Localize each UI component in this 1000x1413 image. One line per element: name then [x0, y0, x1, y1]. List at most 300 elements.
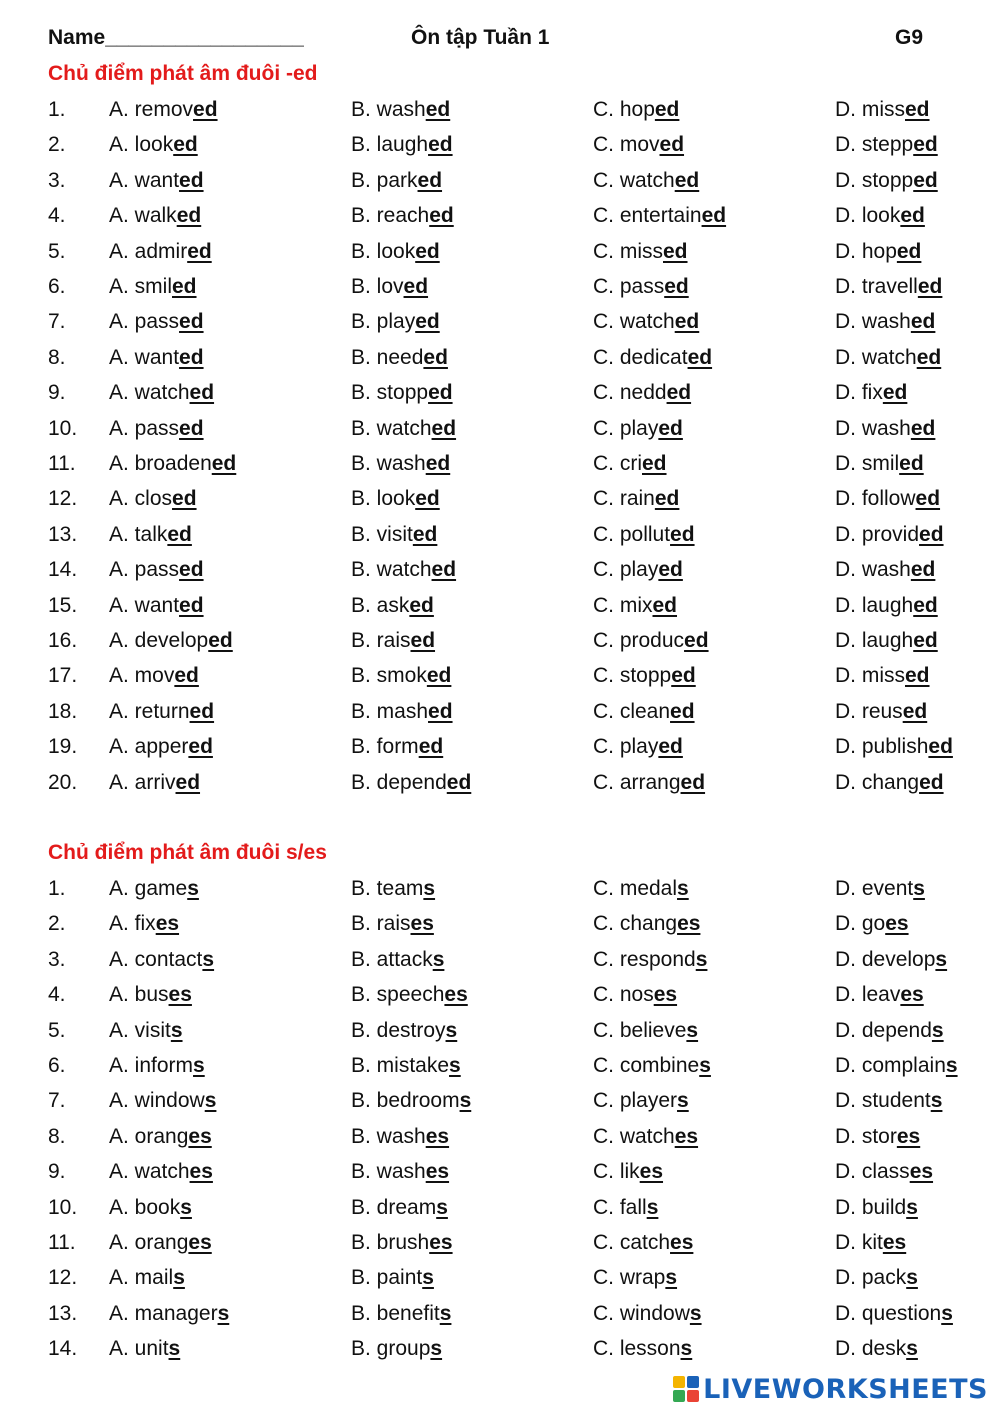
underlined-ending: ed [666, 381, 692, 405]
underlined-ending: ed [175, 770, 201, 794]
logo-square-4 [687, 1390, 699, 1402]
underlined-ending: s [680, 1337, 693, 1361]
answer-option-a[interactable] [109, 771, 200, 795]
answer-option-a[interactable] [109, 1125, 212, 1149]
underlined-ending: ed [167, 522, 192, 546]
word-stem: C. medal [593, 877, 678, 900]
question-number: 9. [48, 1160, 66, 1184]
answer-option-a[interactable] [109, 1019, 183, 1043]
underlined-ending: ed [428, 133, 453, 157]
word-stem: D. kit [835, 1231, 883, 1254]
word-stem: A. mail [109, 1266, 174, 1290]
answer-option-a[interactable] [109, 983, 192, 1007]
underlined-ending: es [885, 912, 909, 936]
word-stem: C. player [593, 1089, 678, 1113]
word-stem: B. group [351, 1337, 431, 1361]
answer-option-b[interactable] [351, 664, 451, 688]
answer-option-b[interactable] [351, 1337, 442, 1361]
liveworksheets-logo-icon [673, 1376, 699, 1402]
answer-option-c[interactable] [593, 1196, 658, 1220]
answer-option-c[interactable] [593, 771, 705, 795]
word-stem: C. arrang [593, 770, 681, 794]
answer-option-c[interactable] [593, 1302, 702, 1326]
answer-option-d[interactable] [835, 948, 947, 972]
word-stem: B. wash [351, 98, 426, 121]
word-stem: D. stepp [835, 133, 914, 157]
question-number: 7. [48, 310, 66, 334]
answer-option-c[interactable] [593, 487, 679, 511]
answer-option-a[interactable] [109, 169, 204, 193]
answer-option-b[interactable] [351, 629, 435, 653]
underlined-ending: ed [446, 770, 472, 794]
underlined-ending: ed [654, 98, 680, 121]
word-stem: D. travell [835, 275, 918, 298]
answer-option-d[interactable] [835, 558, 935, 582]
answer-option-a[interactable] [109, 346, 204, 370]
underlined-ending: ed [425, 98, 451, 121]
question-number: 15. [48, 593, 78, 617]
word-stem: A. develop [109, 629, 209, 652]
answer-option-d[interactable] [835, 310, 935, 334]
answer-option-a[interactable] [109, 1196, 192, 1220]
question-number: 16. [48, 629, 78, 652]
underlined-ending: ed [431, 416, 457, 440]
answer-option-b[interactable] [351, 381, 453, 405]
word-stem: B. laugh [351, 133, 429, 157]
answer-option-d[interactable] [835, 381, 907, 405]
answer-option-b[interactable] [351, 1019, 457, 1043]
underlined-ending: s [187, 877, 199, 900]
answer-option-d[interactable] [835, 1054, 958, 1078]
answer-option-c[interactable] [593, 133, 684, 157]
answer-option-d[interactable] [835, 204, 925, 228]
answer-option-b[interactable] [351, 98, 450, 122]
answer-option-d[interactable] [835, 523, 944, 547]
question-row [0, 1089, 1000, 1124]
answer-option-c[interactable] [593, 1125, 698, 1149]
answer-option-b[interactable] [351, 1266, 434, 1290]
answer-option-b[interactable] [351, 594, 434, 618]
question-number: 11. [48, 452, 76, 475]
word-stem: D. build [835, 1195, 907, 1219]
underlined-ending: es [188, 1124, 212, 1148]
answer-option-c[interactable] [593, 558, 683, 582]
answer-option-b[interactable] [351, 1302, 451, 1326]
answer-option-d[interactable] [835, 1160, 933, 1184]
liveworksheets-wordmark: LIVEWORKSHEETS [703, 1373, 988, 1405]
grade-label: G9 [895, 26, 924, 49]
question-number: 6. [48, 1054, 66, 1077]
answer-option-b[interactable] [351, 1231, 453, 1255]
answer-option-d[interactable] [835, 771, 944, 795]
underlined-ending: s [204, 1089, 217, 1113]
answer-option-a[interactable] [109, 1302, 229, 1326]
underlined-ending: es [896, 1124, 921, 1148]
answer-option-d[interactable] [835, 1196, 918, 1220]
underlined-ending: s [913, 877, 925, 900]
answer-option-c[interactable] [593, 1231, 693, 1255]
answer-option-c[interactable] [593, 98, 679, 122]
question-number: 20. [48, 770, 78, 794]
question-row [0, 1054, 1000, 1089]
underlined-ending: ed [670, 522, 695, 546]
answer-option-d[interactable] [835, 417, 935, 441]
word-stem: A. watch [109, 1160, 190, 1184]
word-stem: A. orang [109, 1124, 189, 1148]
underlined-ending: ed [663, 239, 688, 263]
word-stem: C. produc [593, 629, 685, 652]
word-stem: B. look [351, 239, 416, 263]
word-stem: C. stopp [593, 664, 672, 688]
answer-option-c[interactable] [593, 1054, 711, 1078]
answer-option-b[interactable] [351, 735, 443, 759]
answer-option-c[interactable] [593, 275, 689, 299]
answer-option-a[interactable] [109, 452, 236, 476]
answer-option-b[interactable] [351, 700, 453, 724]
word-stem: D. question [835, 1301, 942, 1325]
word-stem: B. wash [351, 1124, 426, 1148]
underlined-ending: ed [674, 310, 700, 334]
answer-option-a[interactable] [109, 204, 201, 228]
word-stem: C. catch [593, 1231, 671, 1254]
word-stem: B. watch [351, 416, 432, 440]
answer-option-a[interactable] [109, 310, 204, 334]
underlined-ending: ed [172, 275, 197, 298]
word-stem: C. combine [593, 1054, 700, 1077]
answer-option-a[interactable] [109, 1089, 216, 1113]
answer-option-b[interactable] [351, 310, 440, 334]
question-number: 1. [48, 98, 66, 121]
underlined-ending: ed [423, 345, 448, 369]
question-row [0, 948, 1000, 983]
question-number: 13. [48, 1301, 78, 1325]
answer-option-c[interactable] [593, 735, 683, 759]
answer-option-d[interactable] [835, 452, 924, 476]
answer-option-d[interactable] [835, 275, 942, 299]
underlined-ending: s [935, 947, 948, 971]
underlined-ending: ed [428, 381, 453, 405]
question-number: 10. [48, 1195, 78, 1219]
answer-option-b[interactable] [351, 169, 442, 193]
underlined-ending: ed [919, 770, 944, 794]
answer-option-b[interactable] [351, 1196, 448, 1220]
underlined-ending: ed [910, 310, 936, 334]
word-stem: D. laugh [835, 593, 914, 617]
underlined-ending: s [202, 947, 215, 971]
answer-option-c[interactable] [593, 417, 683, 441]
answer-option-b[interactable] [351, 558, 456, 582]
answer-option-a[interactable] [109, 912, 179, 936]
answer-option-a[interactable] [109, 877, 199, 901]
underlined-ending: s [906, 1337, 918, 1361]
underlined-ending: s [193, 1054, 205, 1077]
section-title: Chủ điểm phát âm đuôi s/es [48, 841, 327, 864]
answer-option-d[interactable] [835, 912, 909, 936]
answer-option-a[interactable] [109, 1054, 205, 1078]
underlined-ending: ed [701, 204, 727, 228]
answer-option-c[interactable] [593, 310, 699, 334]
answer-option-b[interactable] [351, 204, 454, 228]
answer-option-b[interactable] [351, 1089, 471, 1113]
answer-option-b[interactable] [351, 771, 471, 795]
answer-option-d[interactable] [835, 1089, 942, 1113]
word-stem: C. clean [593, 699, 671, 723]
answer-option-d[interactable] [835, 1231, 906, 1255]
word-stem: C. mix [593, 593, 653, 617]
question-row [0, 1125, 1000, 1160]
word-stem: C. nos [593, 983, 654, 1007]
underlined-ending: ed [403, 275, 429, 298]
underlined-ending: es [677, 912, 701, 936]
underlined-ending: ed [179, 168, 204, 192]
answer-option-d[interactable] [835, 629, 938, 653]
underlined-ending: ed [917, 275, 943, 298]
question-number: 12. [48, 1266, 78, 1290]
underlined-ending: es [653, 983, 678, 1007]
word-stem: A. remov [109, 98, 194, 121]
answer-option-d[interactable] [835, 664, 930, 688]
answer-option-d[interactable] [835, 346, 941, 370]
answer-option-c[interactable] [593, 700, 695, 724]
underlined-ending: ed [928, 735, 953, 759]
word-stem: D. fix [835, 381, 883, 405]
answer-option-a[interactable] [109, 1266, 185, 1290]
question-number: 2. [48, 133, 66, 157]
answer-option-d[interactable] [835, 1019, 944, 1043]
question-number: 19. [48, 735, 78, 759]
word-stem: B. form [351, 735, 419, 759]
underlined-ending: s [941, 1301, 953, 1325]
answer-option-b[interactable] [351, 240, 440, 264]
underlined-ending: ed [174, 664, 199, 688]
underlined-ending: ed [193, 98, 218, 121]
word-stem: B. mistake [351, 1054, 450, 1077]
answer-option-b[interactable] [351, 133, 453, 157]
underlined-ending: ed [913, 168, 938, 192]
answer-option-b[interactable] [351, 1125, 449, 1149]
answer-option-d[interactable] [835, 594, 938, 618]
word-stem: C. pass [593, 275, 665, 298]
question-row [0, 912, 1000, 947]
answer-option-c[interactable] [593, 983, 677, 1007]
answer-option-b[interactable] [351, 487, 440, 511]
word-stem: C. lesson [593, 1337, 681, 1361]
answer-option-c[interactable] [593, 346, 712, 370]
word-stem: A. return [109, 699, 190, 723]
word-stem: D. pack [835, 1266, 907, 1290]
answer-option-b[interactable] [351, 346, 448, 370]
answer-option-d[interactable] [835, 983, 924, 1007]
answer-option-c[interactable] [593, 1160, 663, 1184]
answer-option-b[interactable] [351, 275, 428, 299]
word-stem: D. go [835, 912, 886, 936]
answer-option-b[interactable] [351, 912, 434, 936]
question-row [0, 664, 1000, 699]
underlined-ending: ed [417, 168, 443, 192]
answer-option-b[interactable] [351, 983, 468, 1007]
underlined-ending: ed [913, 593, 938, 617]
question-row [0, 169, 1000, 204]
answer-option-d[interactable] [835, 1337, 918, 1361]
word-stem: A. look [109, 133, 174, 157]
answer-option-d[interactable] [835, 735, 953, 759]
answer-option-d[interactable] [835, 1302, 953, 1326]
answer-option-c[interactable] [593, 1337, 692, 1361]
answer-option-d[interactable] [835, 1125, 920, 1149]
answer-option-a[interactable] [109, 133, 198, 157]
answer-option-c[interactable] [593, 169, 699, 193]
answer-option-d[interactable] [835, 700, 927, 724]
answer-option-c[interactable] [593, 1266, 677, 1290]
question-row [0, 629, 1000, 664]
question-row [0, 523, 1000, 558]
word-stem: D. wash [835, 416, 911, 440]
answer-option-a[interactable] [109, 487, 197, 511]
answer-option-d[interactable] [835, 1266, 918, 1290]
answer-option-c[interactable] [593, 240, 688, 264]
underlined-ending: ed [902, 699, 928, 723]
answer-option-c[interactable] [593, 523, 695, 547]
question-row [0, 594, 1000, 629]
answer-option-d[interactable] [835, 877, 925, 901]
question-row [0, 1160, 1000, 1195]
answer-option-a[interactable] [109, 594, 204, 618]
word-stem: D. complain [835, 1054, 946, 1077]
question-number: 8. [48, 345, 66, 369]
answer-option-a[interactable] [109, 948, 214, 972]
word-stem: B. rais [351, 629, 411, 652]
underlined-ending: es [639, 1160, 664, 1184]
answer-option-c[interactable] [593, 948, 707, 972]
word-stem: C. lik [593, 1160, 640, 1184]
word-stem: C. miss [593, 239, 663, 263]
underlined-ending: s [439, 1301, 452, 1325]
question-row [0, 452, 1000, 487]
question-number: 12. [48, 487, 78, 511]
answer-option-d[interactable] [835, 169, 938, 193]
answer-option-b[interactable] [351, 948, 444, 972]
underlined-ending: ed [188, 735, 213, 759]
underlined-ending: s [423, 877, 436, 900]
word-stem: D. develop [835, 947, 936, 971]
underlined-ending: s [906, 1266, 918, 1290]
answer-option-d[interactable] [835, 133, 938, 157]
logo-square-1 [673, 1376, 685, 1388]
underlined-ending: ed [899, 452, 924, 475]
question-number: 1. [48, 877, 66, 900]
word-stem: D. look [835, 204, 901, 228]
word-stem: C. nedd [593, 381, 667, 405]
underlined-ending: ed [426, 664, 452, 688]
word-stem: A. orang [109, 1231, 189, 1254]
word-stem: C. cri [593, 452, 642, 475]
word-stem: D. hop [835, 239, 897, 263]
answer-option-d[interactable] [835, 98, 930, 122]
answer-option-c[interactable] [593, 912, 700, 936]
answer-option-a[interactable] [109, 240, 212, 264]
answer-option-c[interactable] [593, 381, 691, 405]
question-row [0, 1266, 1000, 1301]
answer-option-c[interactable] [593, 1089, 689, 1113]
answer-option-c[interactable] [593, 204, 726, 228]
underlined-ending: s [677, 877, 689, 900]
answer-option-a[interactable] [109, 417, 204, 441]
question-row [0, 735, 1000, 770]
answer-option-a[interactable] [109, 381, 214, 405]
answer-option-a[interactable] [109, 558, 204, 582]
word-stem: A. walk [109, 204, 177, 228]
word-stem: A. mov [109, 664, 175, 688]
underlined-ending: ed [659, 133, 685, 157]
underlined-ending: ed [173, 133, 198, 157]
answer-option-c[interactable] [593, 629, 709, 653]
answer-option-a[interactable] [109, 700, 214, 724]
underlined-ending: s [906, 1195, 918, 1219]
answer-option-a[interactable] [109, 275, 197, 299]
answer-option-a[interactable] [109, 1337, 180, 1361]
answer-option-b[interactable] [351, 417, 456, 441]
word-stem: B. play [351, 310, 416, 334]
underlined-ending: es [155, 912, 180, 936]
question-number: 9. [48, 381, 66, 405]
answer-option-a[interactable] [109, 1231, 212, 1255]
underlined-ending: s [445, 1018, 458, 1042]
underlined-ending: ed [431, 558, 457, 582]
underlined-ending: s [217, 1301, 230, 1325]
word-stem: A. want [109, 593, 180, 617]
answer-option-a[interactable] [109, 1160, 213, 1184]
answer-option-c[interactable] [593, 1019, 698, 1043]
underlined-ending: s [173, 1266, 185, 1290]
word-stem: A. talk [109, 522, 168, 546]
answer-option-a[interactable] [109, 735, 213, 759]
underlined-ending: ed [896, 239, 922, 263]
word-stem: A. contact [109, 947, 203, 971]
underlined-ending: es [429, 1231, 453, 1254]
underlined-ending: ed [910, 416, 936, 440]
answer-option-c[interactable] [593, 594, 677, 618]
underlined-ending: ed [654, 487, 680, 511]
underlined-ending: s [432, 947, 445, 971]
answer-option-a[interactable] [109, 629, 233, 653]
answer-option-d[interactable] [835, 240, 921, 264]
underlined-ending: ed [172, 487, 197, 511]
underlined-ending: ed [913, 629, 938, 652]
word-stem: A. fix [109, 912, 156, 936]
underlined-ending: es [168, 983, 192, 1007]
word-stem: C. watch [593, 1124, 675, 1148]
underlined-ending: s [677, 1089, 689, 1113]
answer-option-a[interactable] [109, 523, 192, 547]
answer-option-b[interactable] [351, 1054, 461, 1078]
question-number: 3. [48, 947, 66, 971]
underlined-ending: s [180, 1195, 192, 1219]
answer-option-b[interactable] [351, 452, 450, 476]
question-row [0, 240, 1000, 275]
word-stem: B. mash [351, 699, 429, 723]
answer-option-b[interactable] [351, 523, 437, 547]
answer-option-b[interactable] [351, 1160, 449, 1184]
answer-option-c[interactable] [593, 664, 696, 688]
answer-option-a[interactable] [109, 664, 199, 688]
underlined-ending: s [695, 947, 708, 971]
answer-option-b[interactable] [351, 877, 435, 901]
answer-option-d[interactable] [835, 487, 940, 511]
answer-option-c[interactable] [593, 877, 689, 901]
answer-option-c[interactable] [593, 452, 667, 476]
underlined-ending: es [670, 1231, 694, 1254]
answer-option-a[interactable] [109, 98, 218, 122]
